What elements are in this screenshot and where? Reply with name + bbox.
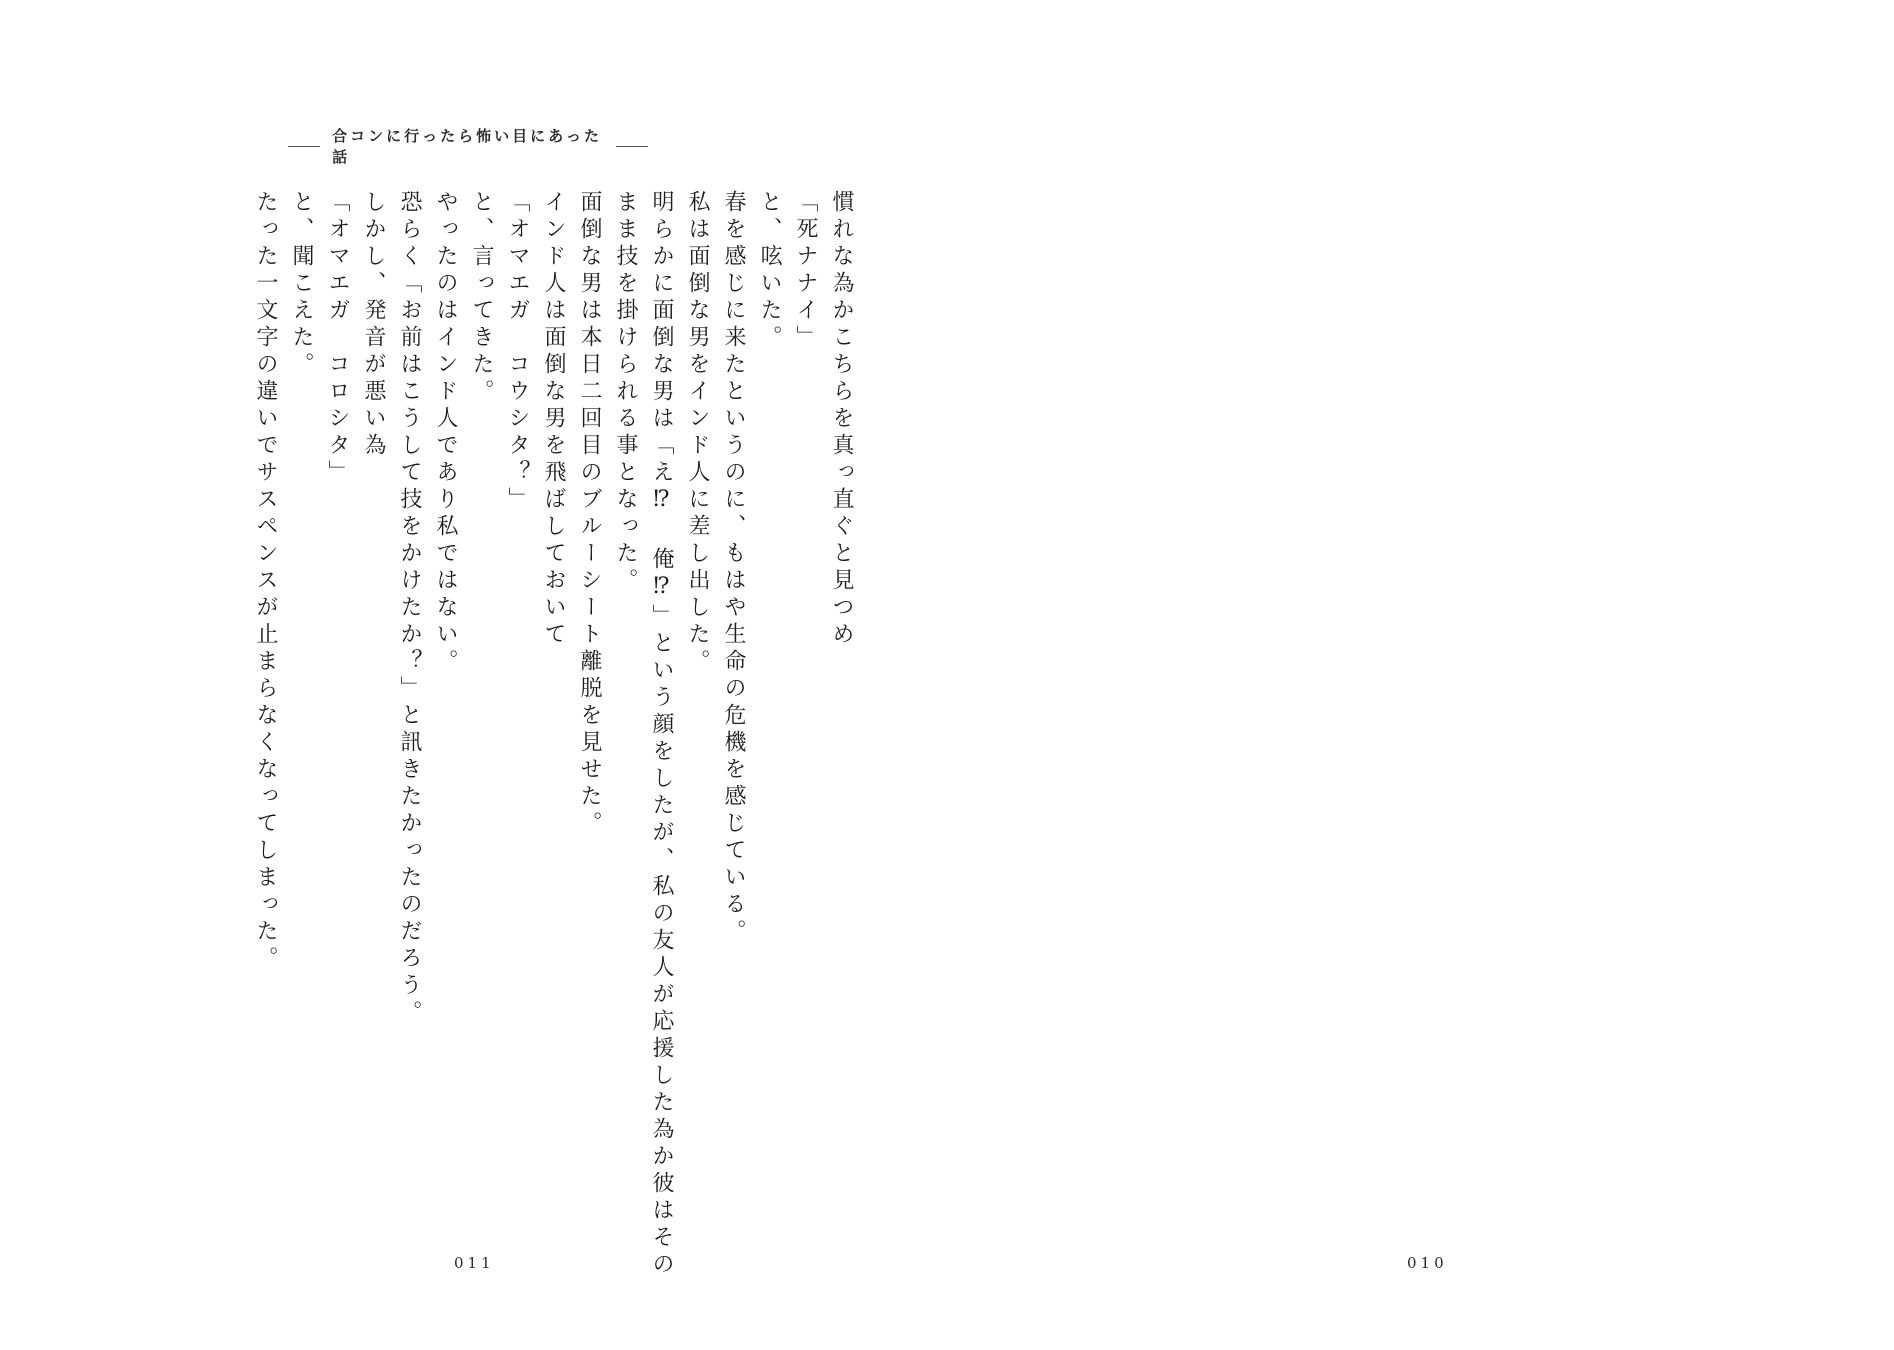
text-line: と、呟いた。 [757, 190, 782, 352]
text-line: たった一文字の違いでサスペンスが止まらなくなってしまった。 [253, 190, 278, 973]
text-line: 恐らく「お前はこうして技をかけたか？」と訊きたかったのだろう。 [397, 190, 422, 1027]
text-line: 「オマエガ コロシタ」 [325, 190, 350, 487]
text-line: 明らかに面倒な男は「え⁉ 俺⁉」という顔をしたが、私の友人が応援した為か彼はその [649, 190, 674, 1279]
text-line: インド人は面倒な男を飛ばしておいて [541, 190, 566, 649]
text-line: 「死ナナイ」 [793, 190, 818, 352]
running-head-title: 合コンに行ったら怖い目にあった話 [332, 127, 602, 166]
text-line: 面倒な男は本日二回目のブルーシート離脱を見せた。 [577, 190, 602, 838]
text-line: と、聞こえた。 [289, 190, 314, 379]
page-number-left: 011 [454, 1254, 495, 1272]
text-line: 私は面倒な男をインド人に差し出した。 [685, 190, 710, 676]
text-line: しかし、発音が悪い為 [361, 190, 386, 460]
text-line: 「オマエガ コウシタ？」 [505, 190, 530, 514]
text-line: やったのはインド人であり私ではない。 [433, 190, 458, 676]
text-line: まま技を掛けられる事となった。 [613, 190, 638, 595]
text-line: と、言ってきた。 [469, 190, 494, 406]
text-line: 慣れな為かこちらを真っ直ぐと見つめ [829, 190, 854, 649]
text-line: 春を感じに来たというのに、もはや生命の危機を感じている。 [721, 190, 746, 946]
page-number-right: 010 [1407, 1254, 1448, 1272]
